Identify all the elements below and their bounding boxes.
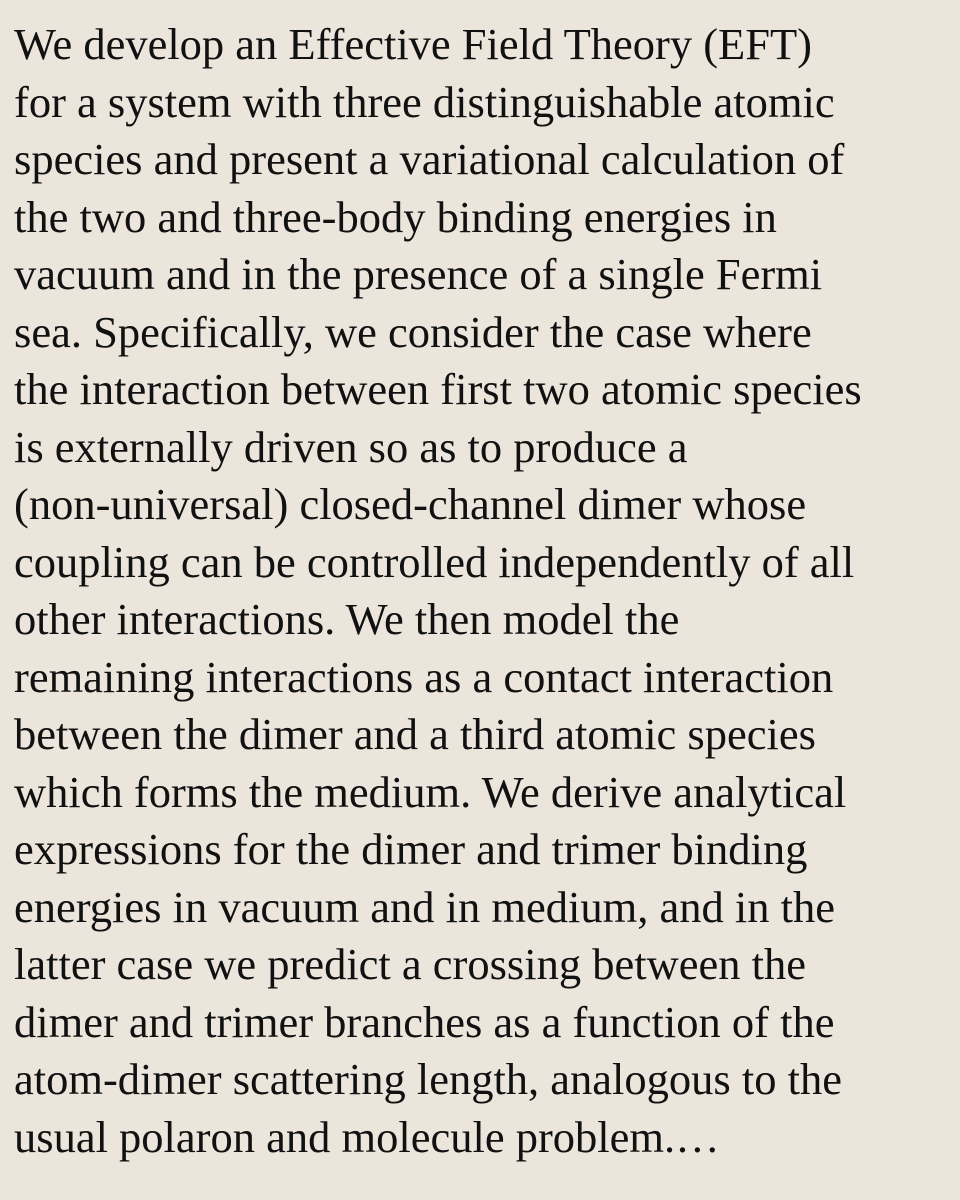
abstract-line: other interactions. We then model the (14, 594, 680, 644)
abstract-line: remaining interactions as a contact interaction (14, 651, 834, 702)
abstract-line: the two and three-body binding energies in (14, 191, 777, 242)
abstract-line: We develop an Effective Field Theory (EFT) (14, 19, 812, 69)
abstract-line: latter case we predict a crossing between the (14, 939, 806, 989)
abstract-line: atom-dimer scattering length, analogous to the (14, 1054, 842, 1104)
abstract-line: is externally driven so as to produce a (14, 421, 688, 472)
abstract-line: coupling can be controlled independently of all (14, 536, 855, 587)
abstract-line: between the dimer and a third atomic species (14, 709, 816, 759)
abstract-line: species and present a variational calculation of (14, 134, 845, 184)
abstract-line: dimer and trimer branches as a function of the (14, 996, 835, 1047)
abstract-line: usual polaron and molecule problem.… (14, 1111, 720, 1162)
abstract-line: sea. Specifically, we consider the case where (14, 306, 812, 357)
abstract-line: which forms the medium. We derive analytical (14, 766, 847, 817)
abstract-text (14, 16, 954, 1166)
abstract-line: vacuum and in the presence of a single Fermi (14, 249, 823, 299)
abstract-line: energies in vacuum and in medium, and in the (14, 881, 835, 932)
abstract-line: expressions for the dimer and trimer binding (14, 824, 808, 874)
abstract-line: for a system with three distinguishable atomic (14, 76, 835, 127)
abstract-line: (non-universal) closed-channel dimer whose (14, 479, 807, 529)
abstract-line: the interaction between first two atomic species (14, 364, 862, 414)
